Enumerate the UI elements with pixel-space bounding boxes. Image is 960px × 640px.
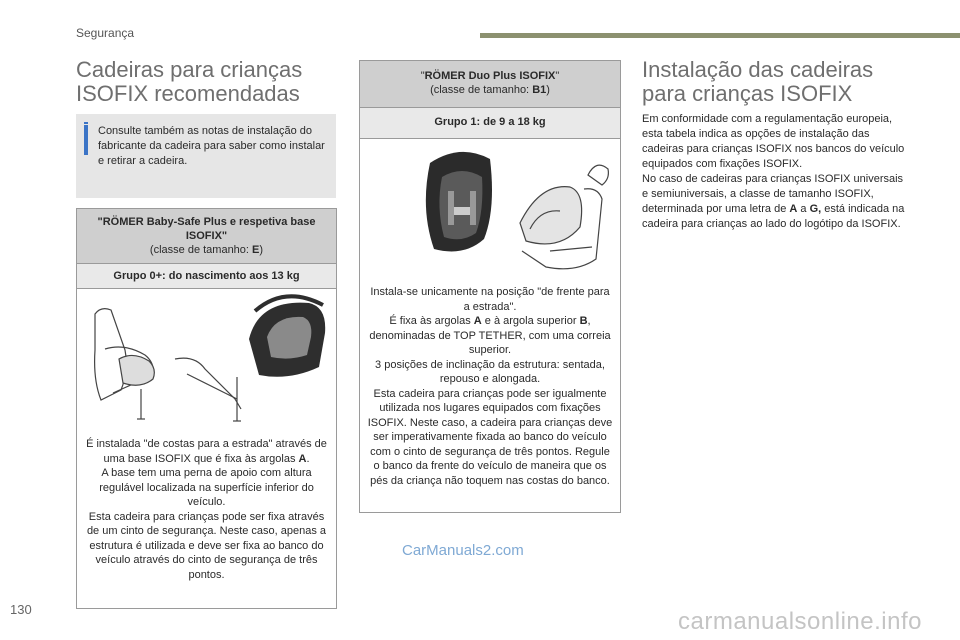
seat-name: "RÖMER Baby-Safe Plus e respetiva base ISOFIX" [97,216,316,242]
seat-group: Grupo 0+: do nascimento aos 13 kg [77,264,336,289]
title-line-2: ISOFIX recomendadas [76,81,300,106]
seat-desc-3: Esta cadeira para crianças pode ser fixa através de um cinto de segurança. Neste caso, apenas a estrutura é utilizada e deve ser fixa ao banco do veículo através do cinto de segurança de três pontos. [86,510,327,581]
seat-description [360,285,620,488]
isofix-text [642,112,910,232]
seat-desc-2: É fixa às argolas A e à argola superior B, denominadas de TOP TETHER, com uma correia superior. [369,315,611,356]
page-number: 130 [10,602,32,617]
seat-desc-1: É instalada "de costas para a estrada" através de uma base ISOFIX que é fixa às argolas A. [86,438,327,465]
info-icon-bar [84,125,88,155]
header-accent-bar [480,33,960,38]
seat-card-baby-safe [76,208,337,609]
info-note-text: Consulte também as notas de instalação do fabricante da cadeira para saber como instalar e retirar a cadeira. [98,125,325,167]
watermark-link[interactable]: CarManuals2.com [402,542,524,559]
seat-description [77,437,336,582]
seat-class: (classe de tamanho: E) [149,244,264,256]
section-label: Segurança [76,26,135,40]
heading-line-2: para crianças ISOFIX [642,81,853,106]
seat-desc-4: Esta cadeira para crianças pode ser igualmente utilizada nos lugares equipados com fixações ISOFIX. Neste caso, a cadeira para crianças deve ser imperativamente fixada ao banco do veículo com o cinto de segurança de três pontos. Regule o banco da frente do veículo de maneira que os pés da criança não toquem nas costas do banco. [367,387,613,487]
seat-card-header [77,209,336,264]
seat-desc-1: Instala-se unicamente na posição "de frente para a estrada". [370,286,610,313]
paragraph-2: No caso de cadeiras para crianças ISOFIX universais e semiuniversais, a classe de tamanho ISOFIX, determinada por uma letra de A a G, está indicada na cadeira para crianças ao lado do logótipo da ISOFIX. [642,173,905,230]
baby-seat-illustration-icon [77,289,336,437]
seat-card-duo-plus [359,60,621,513]
paragraph-1: Em conformidade com a regulamentação europeia, esta tabela indica as opções de instalação das cadeiras para crianças ISOFIX nos bancos do veículo equipados com fixações ISOFIX. [642,113,905,170]
page-title [76,58,346,106]
seat-card-header [360,61,620,108]
seat-illustration [360,139,620,285]
section-heading [642,58,922,106]
seat-desc-2: A base tem uma perna de apoio com altura regulável localizada na superfície inferior do veículo. [99,467,314,508]
watermark-site: carmanualsonline.info [678,608,922,635]
seat-group: Grupo 1: de 9 a 18 kg [360,108,620,139]
seat-name: "RÖMER Duo Plus ISOFIX" [420,70,560,82]
child-seat-illustration-icon [360,139,620,285]
heading-line-1: Instalação das cadeiras [642,57,874,82]
seat-class: (classe de tamanho: B1) [430,84,550,96]
info-icon [84,122,88,124]
title-line-1: Cadeiras para crianças [76,57,303,82]
seat-illustration [77,289,336,437]
info-note [76,114,336,198]
seat-desc-3: 3 posições de inclinação da estrutura: sentada, repouso e alongada. [375,358,605,385]
